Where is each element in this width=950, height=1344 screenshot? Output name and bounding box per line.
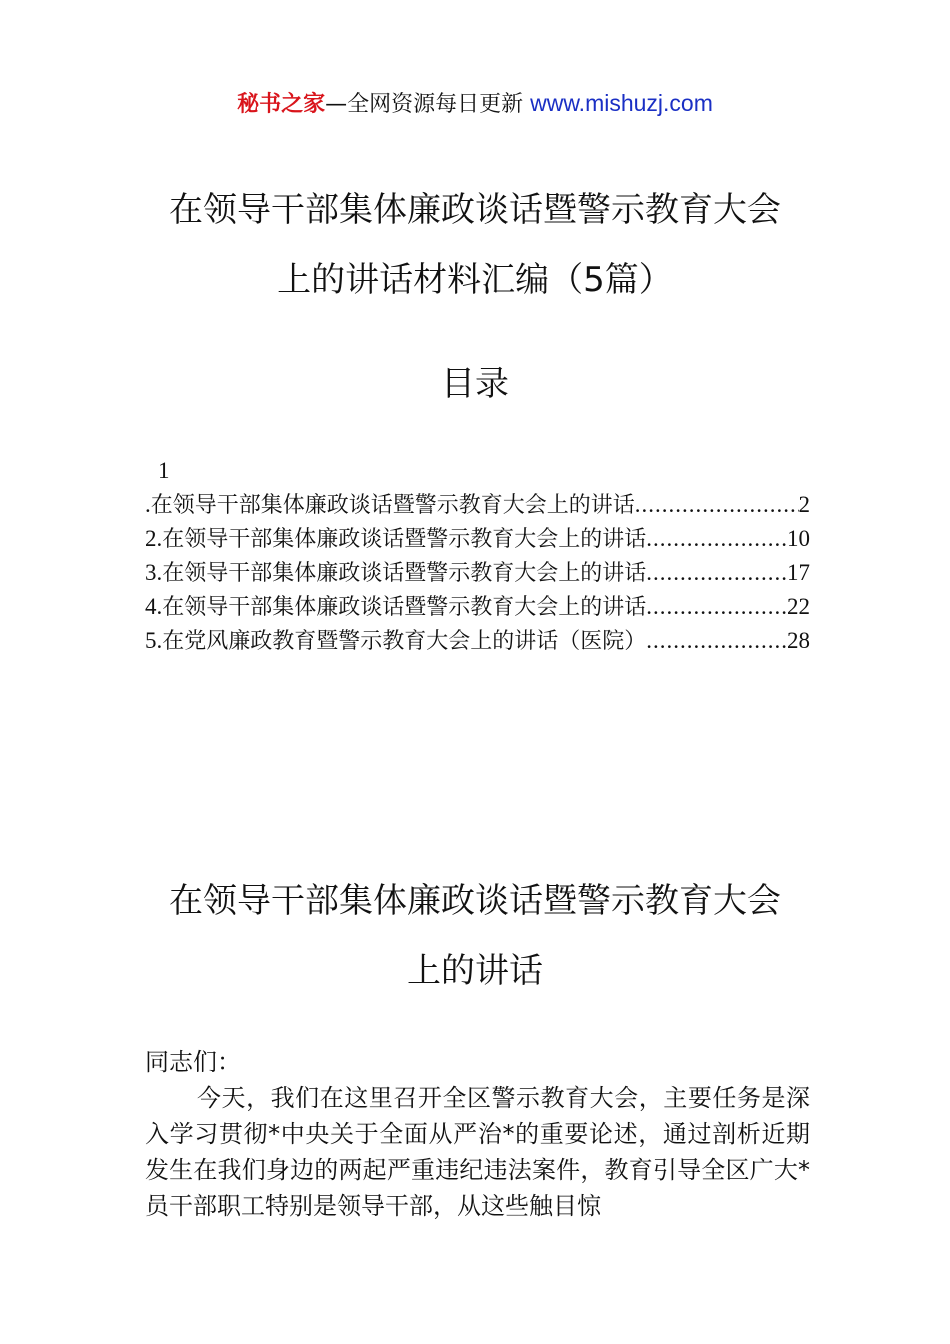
toc-lead-number: 1 (158, 458, 170, 483)
toc-heading: 目录 (441, 364, 509, 404)
toc-leader-dots (646, 624, 787, 658)
toc-entry-page: 28 (787, 628, 810, 653)
banner-tagline: —全网资源每日更新 (325, 92, 524, 117)
document-title-line-2: 上的讲话材料汇编（5篇） (277, 260, 673, 300)
toc-entry-2[interactable] (145, 522, 810, 557)
toc-entry-3[interactable] (145, 556, 810, 591)
toc-leader-dots (646, 590, 787, 624)
body-paragraph: 今天，我们在这里召开全区警示教育大会，主要任务是深入学习贯彻*中央关于全面从严治*的重要论述，通过剖析近期发生在我们身边的两起严重违纪违法案件，教育引导全区广大*员干部职工特别是领导干部，从这些触目惊 (145, 1084, 810, 1220)
banner-url-link[interactable]: www.mishuzj.com (530, 90, 713, 116)
toc-leader-dots (646, 556, 787, 590)
toc-leader-dots (646, 522, 787, 556)
toc-entry-page: 22 (787, 594, 810, 619)
toc-entry-number: 4. (145, 594, 163, 619)
toc-entry-page: 10 (787, 526, 810, 551)
section-title-line-1: 在领导干部集体廉政谈话暨警示教育大会 (169, 881, 781, 921)
document-title-line-1: 在领导干部集体廉政谈话暨警示教育大会 (169, 190, 781, 230)
toc-entry-text: 在领导干部集体廉政谈话暨警示教育大会上的讲话 (150, 493, 635, 518)
toc-leader-dots (635, 488, 799, 522)
toc-entry-5[interactable] (145, 624, 810, 659)
banner-site-name: 秘书之家 (237, 92, 326, 117)
toc-entry-page: 17 (787, 560, 810, 585)
toc-entry-text: 在领导干部集体廉政谈话暨警示教育大会上的讲话 (162, 595, 647, 620)
toc-entry-number: . (145, 492, 151, 517)
toc-entry-4[interactable] (145, 590, 810, 625)
salutation: 同志们： (145, 1048, 241, 1076)
toc-entry-text: 在党风廉政教育暨警示教育大会上的讲话（医院） (162, 629, 647, 654)
section-title-line-2: 上的讲话 (407, 951, 543, 991)
toc-entry-number: 3. (145, 560, 163, 585)
toc-entry-text: 在领导干部集体廉政谈话暨警示教育大会上的讲话 (162, 561, 647, 586)
site-banner (0, 88, 950, 120)
toc-entry-1[interactable] (145, 488, 810, 523)
toc-entry-number: 5. (145, 628, 163, 653)
toc-entry-number: 2. (145, 526, 163, 551)
toc-entry-page: 2 (798, 492, 810, 517)
toc-entry-text: 在领导干部集体廉政谈话暨警示教育大会上的讲话 (162, 527, 647, 552)
